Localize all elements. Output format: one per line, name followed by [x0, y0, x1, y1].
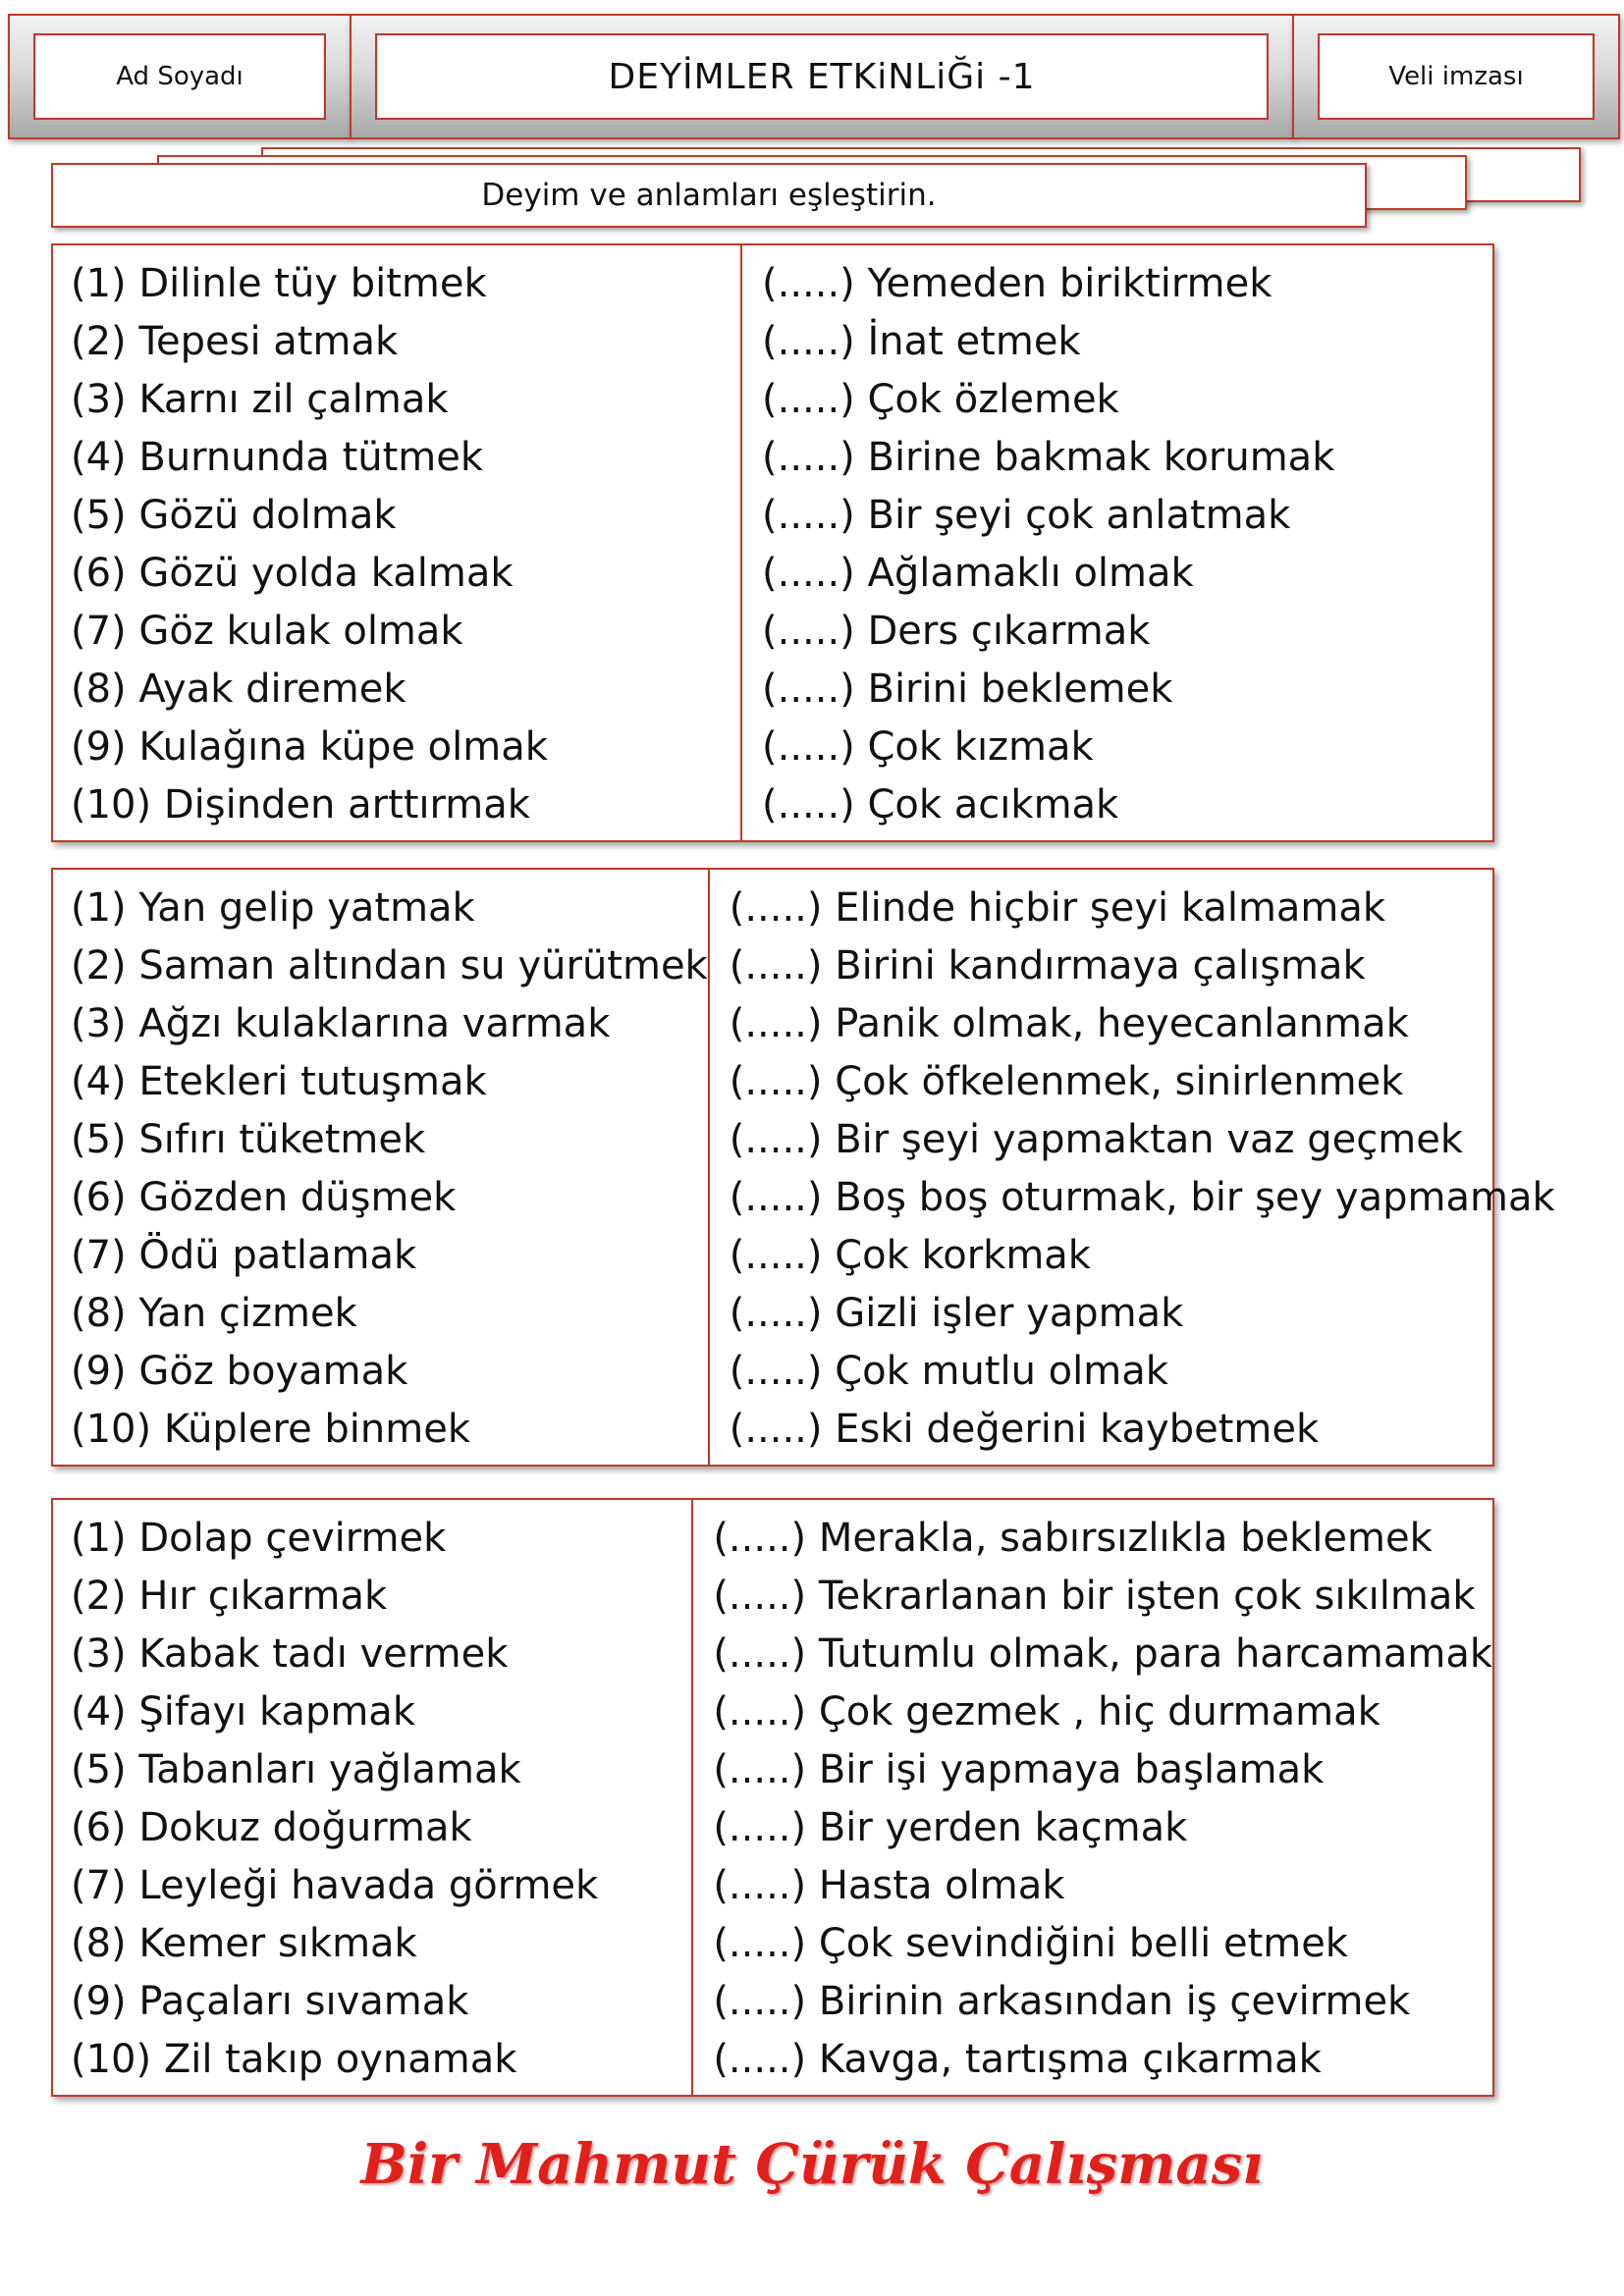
idiom-item: (4) Etekleri tutuşmak: [71, 1059, 487, 1104]
idiom-item: (6) Gözden düşmek: [71, 1175, 457, 1220]
meaning-item: (.....) Çok sevindiğini belli etmek: [713, 1921, 1348, 1966]
meaning-item: (.....) Çok kızmak: [762, 724, 1094, 770]
meaning-item: (.....) Bir işi yapmaya başlamak: [713, 1747, 1325, 1792]
idiom-item: (3) Karnı zil çalmak: [71, 377, 449, 422]
idiom-item: (8) Ayak diremek: [71, 667, 406, 712]
idiom-item: (7) Ödü patlamak: [71, 1233, 417, 1278]
meaning-item: (.....) Bir şeyi çok anlatmak: [762, 493, 1291, 538]
idiom-item: (2) Hır çıkarmak: [71, 1574, 388, 1619]
idiom-item: (5) Tabanları yağlamak: [71, 1747, 521, 1792]
idiom-item: (6) Gözü yolda kalmak: [71, 551, 514, 596]
meaning-item: (.....) Boş boş oturmak, bir şey yapmamak: [729, 1175, 1555, 1220]
meaning-item: (.....) Yemeden biriktirmek: [762, 261, 1272, 306]
instruction-banner: [51, 163, 1367, 228]
idiom-item: (6) Dokuz doğurmak: [71, 1805, 472, 1850]
meaning-item: (.....) Merakla, sabırsızlıkla beklemek: [713, 1516, 1433, 1561]
idiom-column: [53, 870, 710, 1465]
meaning-item: (.....) Çok gezmek , hiç durmamak: [713, 1689, 1380, 1735]
idiom-column: [53, 245, 742, 840]
idiom-item: (4) Burnunda tütmek: [71, 435, 484, 480]
idiom-item: (3) Kabak tadı vermek: [71, 1631, 509, 1677]
worksheet-title: DEYİMLER ETKiNLiĞi -1: [608, 56, 1036, 97]
title-box: [350, 14, 1294, 139]
meaning-item: (.....) Bir şeyi yapmaktan vaz geçmek: [729, 1117, 1463, 1162]
instruction-text: Deyim ve anlamları eşleştirin.: [481, 178, 937, 213]
matching-section-1: [51, 243, 1494, 842]
meaning-item: (.....) Bir yerden kaçmak: [713, 1805, 1188, 1850]
idiom-item: (8) Yan çizmek: [71, 1291, 357, 1336]
title-box-inner: [375, 33, 1269, 120]
matching-section-3: [51, 1498, 1494, 2097]
meaning-item: (.....) Panik olmak, heyecanlanmak: [729, 1001, 1409, 1046]
meaning-item: (.....) Çok korkmak: [729, 1233, 1091, 1278]
parent-signature-box: [1292, 14, 1620, 139]
idiom-item: (1) Dilinle tüy bitmek: [71, 261, 487, 306]
meaning-item: (.....) Birine bakmak korumak: [762, 435, 1335, 480]
idiom-item: (9) Göz boyamak: [71, 1349, 408, 1394]
idiom-item: (2) Saman altından su yürütmek: [71, 943, 708, 988]
idiom-item: (4) Şifayı kapmak: [71, 1689, 415, 1735]
meaning-item: (.....) Çok özlemek: [762, 377, 1119, 422]
idiom-item: (7) Leyleği havada görmek: [71, 1863, 599, 1908]
parent-signature-inner: [1318, 33, 1595, 120]
meaning-column: [693, 1500, 1492, 2095]
meaning-item: (.....) Çok mutlu olmak: [729, 1349, 1168, 1394]
author-credit: Bir Mahmut Çürük Çalışması: [360, 2132, 1264, 2197]
meaning-item: (.....) Eski değerini kaybetmek: [729, 1407, 1320, 1452]
name-box-inner: [33, 33, 326, 120]
meaning-item: (.....) Tekrarlanan bir işten çok sıkılmak: [713, 1574, 1476, 1619]
meaning-item: (.....) Elinde hiçbir şeyi kalmamak: [729, 885, 1386, 931]
idiom-item: (10) Dişinden arttırmak: [71, 782, 530, 828]
idiom-item: (2) Tepesi atmak: [71, 319, 399, 364]
meaning-item: (.....) Hasta olmak: [713, 1863, 1065, 1908]
matching-section-2: [51, 868, 1555, 1467]
meaning-item: (.....) Çok acıkmak: [762, 782, 1119, 828]
idiom-item: (7) Göz kulak olmak: [71, 609, 463, 654]
name-box: [8, 14, 352, 139]
meaning-item: (.....) Gizli işler yapmak: [729, 1291, 1184, 1336]
idiom-item: (9) Paçaları sıvamak: [71, 1979, 469, 2024]
idiom-item: (8) Kemer sıkmak: [71, 1921, 417, 1966]
meaning-item: (.....) Birini kandırmaya çalışmak: [729, 943, 1366, 988]
idiom-item: (1) Dolap çevirmek: [71, 1516, 447, 1561]
idiom-column: [53, 1500, 693, 2095]
meaning-item: (.....) Kavga, tartışma çıkarmak: [713, 2037, 1322, 2082]
meaning-item: (.....) Birini beklemek: [762, 667, 1173, 712]
meaning-column: [710, 870, 1555, 1465]
idiom-item: (10) Zil takıp oynamak: [71, 2037, 517, 2082]
idiom-item: (1) Yan gelip yatmak: [71, 885, 475, 931]
meaning-column: [742, 245, 1492, 840]
meaning-item: (.....) Tutumlu olmak, para harcamamak: [713, 1631, 1492, 1677]
idiom-item: (5) Gözü dolmak: [71, 493, 397, 538]
meaning-item: (.....) İnat etmek: [762, 319, 1081, 364]
meaning-item: (.....) Ders çıkarmak: [762, 609, 1151, 654]
idiom-item: (9) Kulağına küpe olmak: [71, 724, 548, 770]
meaning-item: (.....) Çok öfkelenmek, sinirlenmek: [729, 1059, 1404, 1104]
idiom-item: (5) Sıfırı tüketmek: [71, 1117, 426, 1162]
parent-signature-label: Veli imzası: [1388, 62, 1524, 91]
name-label: Ad Soyadı: [116, 62, 244, 91]
meaning-item: (.....) Birinin arkasından iş çevirmek: [713, 1979, 1411, 2024]
meaning-item: (.....) Ağlamaklı olmak: [762, 551, 1194, 596]
idiom-item: (3) Ağzı kulaklarına varmak: [71, 1001, 611, 1046]
idiom-item: (10) Küplere binmek: [71, 1407, 471, 1452]
